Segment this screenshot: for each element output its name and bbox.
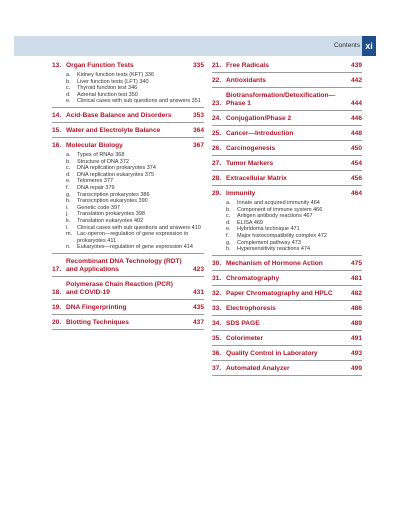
subtopic-item[interactable] bbox=[226, 220, 362, 227]
toc-chapter[interactable] bbox=[212, 320, 362, 335]
chapter-title: Paper Chromatography and HPLC bbox=[226, 289, 333, 297]
chapter-number: 21. bbox=[212, 62, 222, 69]
chapter-page-number: 493 bbox=[350, 349, 362, 357]
chapter-heading bbox=[212, 77, 362, 85]
chapter-heading bbox=[212, 305, 362, 313]
subtopic-item[interactable] bbox=[226, 240, 362, 247]
chapter-number: 17. bbox=[52, 265, 62, 273]
subtopic-item[interactable] bbox=[66, 205, 204, 212]
subtopic-text: Eukaryotes—regulation of gene expression 414 bbox=[77, 244, 193, 251]
chapter-title: Electrophoresis bbox=[226, 304, 276, 312]
chapter-page-number: 353 bbox=[192, 111, 204, 119]
chapter-page-number: 491 bbox=[350, 334, 362, 342]
subtopic-text: Genetic code 397 bbox=[77, 204, 121, 211]
subtopic-letter: f. bbox=[226, 232, 230, 239]
subtopic-item[interactable] bbox=[66, 244, 204, 251]
chapter-page-number: 444 bbox=[350, 100, 362, 107]
chapter-page-number: 456 bbox=[350, 175, 362, 182]
toc-chapter[interactable] bbox=[52, 319, 204, 334]
subtopic-text: Kidney function tests (KFT) 336 bbox=[77, 72, 155, 78]
subtopic-letter: a. bbox=[226, 200, 231, 206]
chapter-page-number: 446 bbox=[350, 115, 362, 122]
chapter-page-number: 499 bbox=[350, 364, 362, 372]
subtopic-text: Lac-operon—regulation of gene expression in prokaryotes 411 bbox=[77, 231, 189, 244]
chapter-heading bbox=[212, 190, 362, 198]
chapter-number: 23. bbox=[212, 100, 222, 107]
chapter-title: Mechanism of Hormone Action bbox=[226, 259, 323, 267]
subtopic-item[interactable] bbox=[226, 200, 362, 207]
subtopic-letter: a. bbox=[66, 151, 71, 158]
chapter-heading bbox=[52, 127, 204, 135]
subtopic-letter: i. bbox=[66, 204, 69, 211]
chapter-page-number: 448 bbox=[350, 130, 362, 137]
toc-chapter[interactable] bbox=[212, 190, 362, 260]
chapter-page-number: 481 bbox=[350, 274, 362, 282]
toc-chapter[interactable] bbox=[52, 62, 204, 112]
chapter-title: Extracellular Matrix bbox=[226, 175, 287, 182]
subtopic-text: Translation prokaryotes 398 bbox=[77, 211, 145, 218]
chapter-title: Quality Control in Laboratory bbox=[226, 349, 318, 357]
chapter-heading bbox=[212, 130, 362, 138]
subtopic-letter: h. bbox=[66, 198, 71, 205]
chapter-page-number: 454 bbox=[350, 160, 362, 167]
subtopic-text: Structure of DNA 372 bbox=[77, 158, 129, 165]
subtopic-item[interactable] bbox=[226, 207, 362, 214]
toc-chapter[interactable] bbox=[212, 275, 362, 290]
subtopic-letter: c. bbox=[66, 165, 71, 172]
chapter-title: Molecular Biology bbox=[66, 141, 123, 149]
toc-chapter[interactable] bbox=[212, 62, 362, 77]
chapter-page-number: 475 bbox=[350, 259, 362, 267]
chapter-number: 37. bbox=[212, 364, 222, 372]
chapter-title: Polymerase Chain Reaction (PCR) and COVID-19 bbox=[66, 280, 173, 296]
chapter-heading bbox=[212, 175, 362, 183]
chapter-title: Blotting Techniques bbox=[66, 318, 129, 326]
subtopic-letter: d. bbox=[66, 171, 71, 178]
chapter-title: DNA Fingerprinting bbox=[66, 303, 127, 311]
subtopic-item[interactable] bbox=[66, 165, 204, 172]
subtopic-text: Hypersensitivity reactions 474 bbox=[237, 246, 311, 253]
chapter-number: 34. bbox=[212, 319, 222, 327]
chapter-page-number: 335 bbox=[192, 62, 204, 69]
chapter-page-number: 482 bbox=[350, 289, 362, 297]
subtopic-item[interactable] bbox=[226, 213, 362, 220]
subtopic-item[interactable] bbox=[66, 178, 204, 185]
chapter-title: Recombinant DNA Technology (RDT) and Applications bbox=[66, 257, 182, 273]
subtopic-list bbox=[66, 72, 204, 105]
toc-left-column bbox=[52, 62, 204, 334]
subtopic-letter: b. bbox=[66, 158, 71, 165]
subtopic-item[interactable] bbox=[66, 185, 204, 192]
subtopic-item[interactable] bbox=[66, 159, 204, 166]
subtopic-item[interactable] bbox=[66, 211, 204, 218]
toc-chapter[interactable] bbox=[52, 112, 204, 127]
toc-right-column bbox=[212, 62, 362, 380]
toc-chapter[interactable] bbox=[212, 160, 362, 175]
subtopic-item[interactable] bbox=[66, 92, 204, 99]
subtopic-item[interactable] bbox=[66, 72, 204, 79]
subtopic-letter: b. bbox=[226, 206, 231, 213]
chapter-number: 30. bbox=[212, 259, 222, 267]
chapter-heading bbox=[212, 350, 362, 358]
subtopic-item[interactable] bbox=[66, 192, 204, 199]
chapter-number: 19. bbox=[52, 303, 62, 311]
toc-chapter[interactable] bbox=[212, 335, 362, 350]
chapter-title: Carcinogenesis bbox=[226, 145, 276, 152]
toc-chapter[interactable] bbox=[212, 175, 362, 190]
subtopic-text: ELISA 469 bbox=[237, 219, 263, 226]
subtopic-text: DNA replication prokaryotes 374 bbox=[77, 165, 156, 172]
page-number: xi bbox=[365, 41, 373, 51]
toc-chapter[interactable] bbox=[212, 365, 362, 380]
chapter-title: Colorimeter bbox=[226, 334, 264, 342]
toc-chapter[interactable] bbox=[52, 142, 204, 258]
subtopic-letter: b. bbox=[66, 78, 71, 85]
chapter-number: 29. bbox=[212, 190, 222, 197]
chapter-heading bbox=[52, 319, 204, 327]
chapter-number: 31. bbox=[212, 274, 222, 282]
subtopic-text: DNA repair 379 bbox=[77, 184, 115, 191]
chapter-title: Automated Analyzer bbox=[226, 364, 290, 372]
subtopic-letter: g. bbox=[226, 239, 231, 246]
subtopic-text: Transcription eukaryotes 390 bbox=[77, 198, 148, 205]
chapter-page-number: 450 bbox=[350, 145, 362, 152]
subtopic-text: Liver function tests (LFT) 340 bbox=[77, 78, 149, 85]
subtopic-item[interactable] bbox=[66, 231, 204, 244]
subtopic-list bbox=[226, 200, 362, 253]
chapter-page-number: 442 bbox=[350, 77, 362, 84]
toc-chapter[interactable] bbox=[212, 130, 362, 145]
toc-chapter[interactable] bbox=[212, 290, 362, 305]
chapter-heading bbox=[212, 160, 362, 168]
chapter-title: Chromatography bbox=[226, 274, 280, 282]
chapter-number: 24. bbox=[212, 115, 222, 122]
subtopic-item[interactable] bbox=[66, 218, 204, 225]
subtopic-item[interactable] bbox=[66, 79, 204, 86]
subtopic-text: Component of immune system 466 bbox=[237, 206, 323, 213]
subtopic-letter: e. bbox=[66, 178, 71, 185]
chapter-heading bbox=[212, 92, 362, 108]
chapter-title: Antioxidants bbox=[226, 77, 266, 84]
subtopic-list bbox=[66, 152, 204, 251]
chapter-title: Water and Electrolyte Balance bbox=[66, 126, 161, 134]
subtopic-letter: c. bbox=[66, 85, 71, 92]
chapter-heading bbox=[52, 62, 204, 70]
chapter-number: 18. bbox=[52, 288, 62, 296]
subtopic-text: Telomeres 377 bbox=[77, 178, 114, 185]
chapter-title: Organ Function Tests bbox=[66, 62, 134, 69]
subtopic-letter: m. bbox=[66, 231, 73, 238]
chapter-heading bbox=[212, 290, 362, 298]
header-bar bbox=[14, 36, 370, 56]
chapter-number: 26. bbox=[212, 145, 222, 152]
chapter-heading bbox=[52, 281, 204, 297]
subtopic-item[interactable] bbox=[66, 98, 204, 105]
chapter-title: Biotransformation/Detoxification—Phase 1 bbox=[226, 92, 336, 107]
subtopic-item[interactable] bbox=[66, 172, 204, 179]
subtopic-letter: e. bbox=[226, 226, 231, 233]
subtopic-text: Hybridoma technique 471 bbox=[237, 226, 300, 233]
chapter-page-number: 489 bbox=[350, 319, 362, 327]
subtopic-letter: h. bbox=[226, 246, 231, 253]
toc-chapter[interactable] bbox=[212, 305, 362, 320]
subtopic-item[interactable] bbox=[66, 85, 204, 92]
chapter-heading bbox=[212, 320, 362, 328]
chapter-number: 33. bbox=[212, 304, 222, 312]
subtopic-letter: d. bbox=[66, 91, 71, 98]
toc-chapter[interactable] bbox=[212, 92, 362, 115]
toc-chapter[interactable] bbox=[52, 258, 204, 281]
toc-chapter[interactable] bbox=[52, 127, 204, 142]
chapter-number: 32. bbox=[212, 289, 222, 297]
chapter-number: 13. bbox=[52, 62, 62, 69]
subtopic-letter: k. bbox=[66, 217, 71, 224]
subtopic-text: Major histocompatibility complex 472 bbox=[237, 232, 327, 239]
chapter-page-number: 423 bbox=[192, 265, 204, 273]
chapter-page-number: 364 bbox=[192, 126, 204, 134]
subtopic-text: Innate and acquired immunity 464 bbox=[237, 200, 320, 206]
chapter-heading bbox=[212, 260, 362, 268]
chapter-heading bbox=[212, 365, 362, 373]
subtopic-letter: g. bbox=[66, 191, 71, 198]
subtopic-text: Adrenal function test 350 bbox=[77, 91, 138, 98]
subtopic-item[interactable] bbox=[66, 198, 204, 205]
chapter-heading bbox=[212, 275, 362, 283]
subtopic-item[interactable] bbox=[66, 225, 204, 232]
subtopic-text: Clinical cases with sub questions and answers 351 bbox=[77, 98, 201, 105]
subtopic-text: Complement pathway 473 bbox=[237, 239, 301, 246]
chapter-page-number: 486 bbox=[350, 304, 362, 312]
subtopic-text: Clinical cases with sub questions and answers 410 bbox=[77, 224, 201, 231]
toc-chapter[interactable] bbox=[212, 260, 362, 275]
subtopic-item[interactable] bbox=[226, 233, 362, 240]
subtopic-text: Types of RNAs 368 bbox=[77, 151, 125, 158]
chapter-heading bbox=[52, 258, 204, 274]
subtopic-letter: e. bbox=[66, 98, 71, 105]
subtopic-letter: c. bbox=[226, 213, 231, 220]
chapter-title: SDS PAGE bbox=[226, 319, 260, 327]
chapter-number: 36. bbox=[212, 349, 222, 357]
subtopic-text: Translation eukaryotes 402 bbox=[77, 217, 144, 224]
toc-chapter[interactable] bbox=[212, 77, 362, 92]
chapter-page-number: 435 bbox=[192, 303, 204, 311]
chapter-number: 25. bbox=[212, 130, 222, 137]
chapter-number: 28. bbox=[212, 175, 222, 182]
chapter-heading bbox=[52, 142, 204, 150]
chapter-number: 35. bbox=[212, 334, 222, 342]
subtopic-letter: d. bbox=[226, 219, 231, 226]
subtopic-item[interactable] bbox=[226, 246, 362, 253]
toc-chapter[interactable] bbox=[52, 281, 204, 304]
subtopic-text: Transcription prokaryotes 386 bbox=[77, 191, 150, 198]
chapter-number: 20. bbox=[52, 318, 62, 326]
chapter-number: 16. bbox=[52, 141, 62, 149]
chapter-heading bbox=[52, 112, 204, 120]
subtopic-letter: f. bbox=[66, 184, 70, 191]
subtopic-text: Thyroid function test 346 bbox=[77, 85, 138, 92]
chapter-heading bbox=[52, 304, 204, 312]
chapter-number: 22. bbox=[212, 77, 222, 84]
chapter-page-number: 437 bbox=[192, 318, 204, 326]
subtopic-text: Antigen antibody reactions 467 bbox=[237, 213, 313, 220]
subtopic-letter: j. bbox=[66, 211, 69, 218]
chapter-page-number: 464 bbox=[350, 190, 362, 197]
chapter-page-number: 431 bbox=[192, 288, 204, 296]
chapter-number: 27. bbox=[212, 160, 222, 167]
chapter-title: Cancer—Introduction bbox=[226, 130, 294, 137]
chapter-heading bbox=[212, 62, 362, 70]
toc-chapter[interactable] bbox=[212, 350, 362, 365]
subtopic-item[interactable] bbox=[226, 226, 362, 233]
chapter-number: 14. bbox=[52, 111, 62, 119]
chapter-heading bbox=[212, 145, 362, 153]
subtopic-item[interactable] bbox=[66, 152, 204, 159]
chapter-heading bbox=[212, 335, 362, 343]
subtopic-text: DNA replication eukaryotes 375 bbox=[77, 171, 155, 178]
chapter-page-number: 367 bbox=[192, 141, 204, 149]
subtopic-letter: a. bbox=[66, 72, 71, 78]
chapter-page-number: 439 bbox=[350, 62, 362, 69]
chapter-title: Immunity bbox=[226, 190, 256, 197]
chapter-title: Acid-Base Balance and Disorders bbox=[66, 111, 172, 119]
chapter-title: Tumor Markers bbox=[226, 160, 274, 167]
toc-chapter[interactable] bbox=[212, 145, 362, 160]
page-number-badge bbox=[362, 36, 376, 56]
subtopic-letter: l. bbox=[66, 224, 69, 231]
page-header-title: Contents bbox=[333, 42, 360, 49]
chapter-number: 15. bbox=[52, 126, 62, 134]
chapter-title: Free Radicals bbox=[226, 62, 269, 69]
toc-chapter[interactable] bbox=[212, 115, 362, 130]
chapter-title: Conjugation/Phase 2 bbox=[226, 115, 292, 122]
chapter-heading bbox=[212, 115, 362, 123]
subtopic-letter: n. bbox=[66, 244, 71, 251]
toc-chapter[interactable] bbox=[52, 304, 204, 319]
